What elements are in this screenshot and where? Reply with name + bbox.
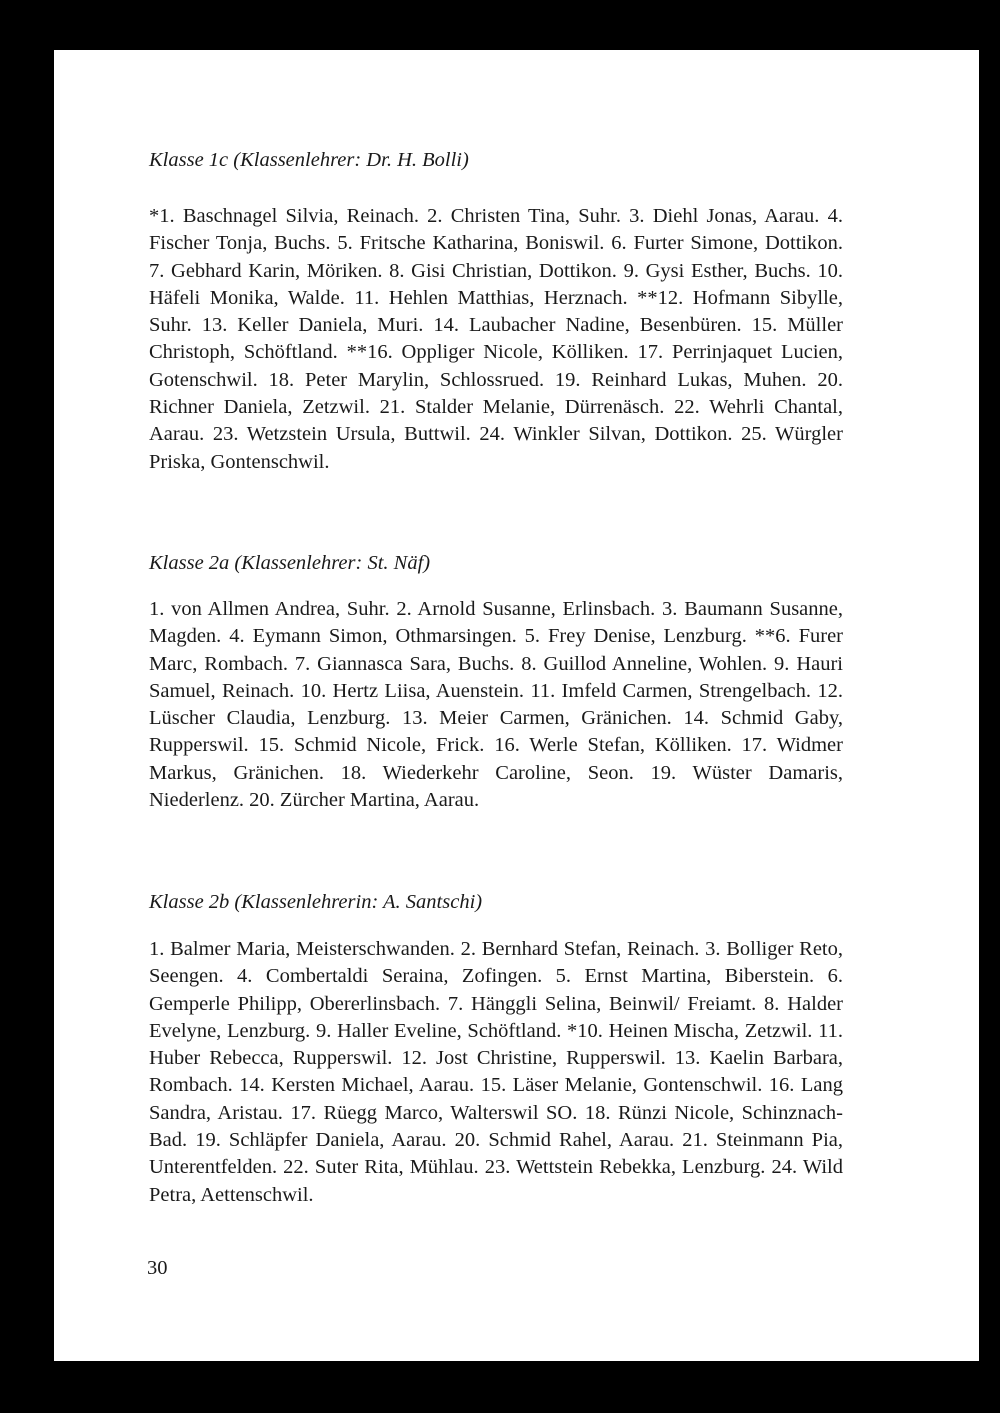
section-body: *1. Baschnagel Silvia, Reinach. 2. Christen Tina, Suhr. 3. Diehl Jonas, Aarau. 4. Fischer Tonja, Buchs. 5. Fritsche Katharina, Boniswil. 6. Furter Simone, Dottikon. 7. Gebhard Karin, Möriken. 8. Gisi Christian, Dottikon. 9. Gysi Esther, Buchs. 10. Häfeli Monika, Walde. 11. Hehlen Matthias, Herznach. **12. Hofmann Sibylle, Suhr. 13. Keller Daniela, Muri. 14. Laubacher Nadine, Besenbüren. 15. Müller Christoph, Schöftland. **16. Oppliger Nicole, Kölliken. 17. Perrinjaquet Lucien, Gotenschwil. 18. Peter Marylin, Schlossrued. 19. Reinhard Lukas, Muhen. 20. Richner Daniela, Zetzwil. 21. Stalder Melanie, Dürrenäsch. 22. Wehrli Chantal, Aarau. 23. Wetzstein Ursula, Buttwil. 24. Winkler Silvan, Dottikon. 25. Würgler Priska, Gontenschwil. <box>149 205 843 473</box>
class-section-2b <box>149 50 843 1361</box>
section-heading: Klasse 2a (Klassenlehrer: St. Näf) <box>149 552 431 574</box>
section-body: 1. Balmer Maria, Meisterschwanden. 2. Bernhard Stefan, Reinach. 3. Bolliger Reto, Seengen. 4. Combertaldi Seraina, Zofingen. 5. Ernst Martina, Biberstein. 6. Gemperle Philipp, Obererlinsbach. 7. Hänggli Selina, Beinwil/ Freiamt. 8. Halder Evelyne, Lenzburg. 9. Haller Eveline, Schöftland. *10. Heinen Mischa, Zetzwil. 11. Huber Rebecca, Rupperswil. 12. Jost Christine, Rupperswil. 13. Kaelin Barbara, Rombach. 14. Kersten Michael, Aarau. 15. Läser Melanie, Gontenschwil. 16. Lang Sandra, Aristau. 17. Rüegg Marco, Walterswil SO. 18. Rünzi Nicole, Schinznach-Bad. 19. Schläpfer Daniela, Aarau. 20. Schmid Rahel, Aarau. 21. Steinmann Pia, Unterentfelden. 22. Suter Rita, Mühlau. 23. Wettstein Rebekka, Lenzburg. 24. Wild Petra, Aettenschwil. <box>149 938 843 1206</box>
section-heading: Klasse 2b (Klassenlehrerin: A. Santschi) <box>149 891 483 913</box>
section-heading: Klasse 1c (Klassenlehrer: Dr. H. Bolli) <box>149 149 469 171</box>
document-page <box>54 50 979 1361</box>
page-number: 30 <box>147 1257 168 1279</box>
section-body: 1. von Allmen Andrea, Suhr. 2. Arnold Susanne, Erlinsbach. 3. Baumann Susanne, Magden. 4. Eymann Simon, Othmarsingen. 5. Frey Denise, Lenzburg. **6. Furer Marc, Rombach. 7. Giannasca Sara, Buchs. 8. Guillod Anneline, Wohlen. 9. Hauri Samuel, Reinach. 10. Hertz Liisa, Auenstein. 11. Imfeld Carmen, Strengelbach. 12. Lüscher Claudia, Lenzburg. 13. Meier Carmen, Gränichen. 14. Schmid Gaby, Rupperswil. 15. Schmid Nicole, Frick. 16. Werle Stefan, Kölliken. 17. Widmer Markus, Gränichen. 18. Wiederkehr Caroline, Seon. 19. Wüster Damaris, Niederlenz. 20. Zürcher Martina, Aarau. <box>149 598 843 812</box>
